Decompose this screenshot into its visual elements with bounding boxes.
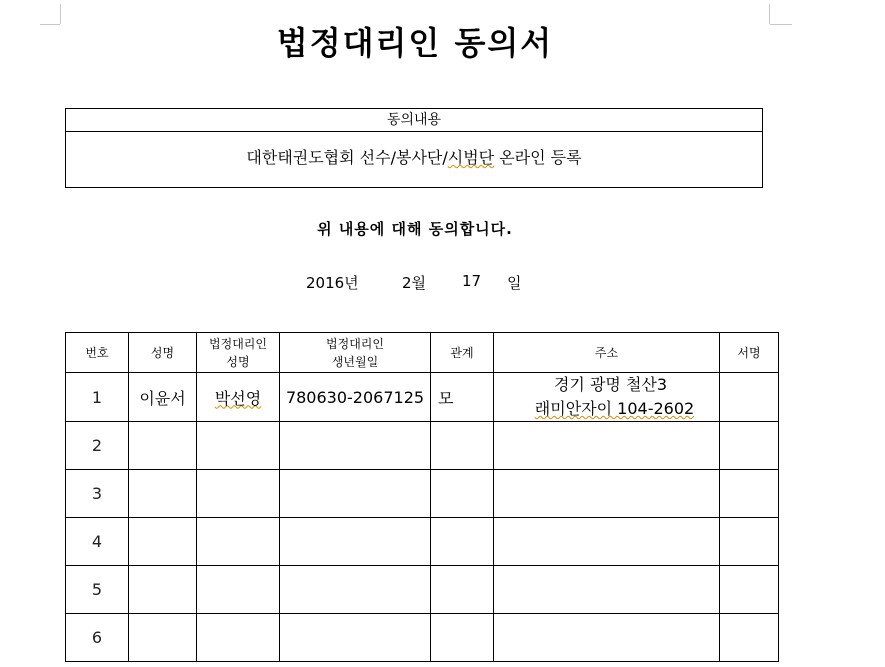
cell-guardian-birth[interactable] bbox=[280, 518, 431, 566]
table-row bbox=[66, 470, 779, 518]
consent-content-spellcheck-word: 시범단 bbox=[447, 148, 495, 167]
header-guardian-name bbox=[197, 333, 280, 373]
cell-number: 6 bbox=[66, 614, 129, 662]
consent-box bbox=[65, 108, 763, 188]
cell-guardian-name[interactable] bbox=[197, 470, 280, 518]
table-row bbox=[66, 518, 779, 566]
cell-address[interactable] bbox=[494, 422, 720, 470]
cell-relation[interactable] bbox=[431, 470, 494, 518]
header-guardian-birth-line2: 생년월일 bbox=[331, 354, 379, 369]
consent-header: 동의내용 bbox=[66, 109, 762, 132]
cell-relation[interactable] bbox=[431, 422, 494, 470]
table-row bbox=[66, 422, 779, 470]
header-guardian-birth-line1: 법정대리인 bbox=[326, 336, 384, 351]
table-row bbox=[66, 373, 779, 422]
cell-signature[interactable] bbox=[720, 518, 779, 566]
header-guardian-name-line1: 법정대리인 bbox=[209, 336, 267, 351]
cell-guardian-name[interactable] bbox=[197, 518, 280, 566]
page-title: 법정대리인 동의서 bbox=[276, 24, 554, 62]
header-relation: 관계 bbox=[431, 333, 494, 373]
date-month[interactable]: 2월 bbox=[402, 274, 427, 292]
cell-address-line2: 래미안자이 104-2602 bbox=[534, 399, 695, 418]
cell-name[interactable]: 이윤서 bbox=[129, 373, 197, 422]
cell-guardian-birth[interactable]: 780630-2067125 bbox=[280, 373, 431, 422]
cell-address[interactable] bbox=[494, 614, 720, 662]
date-day-number[interactable]: 17 bbox=[462, 272, 482, 290]
header-number: 번호 bbox=[66, 333, 129, 373]
date-day-unit: 일 bbox=[507, 274, 522, 292]
cell-number: 5 bbox=[66, 566, 129, 614]
cell-number: 4 bbox=[66, 518, 129, 566]
cell-guardian-name[interactable] bbox=[197, 566, 280, 614]
cell-signature[interactable] bbox=[720, 614, 779, 662]
table-row bbox=[66, 614, 779, 662]
cell-name[interactable] bbox=[129, 422, 197, 470]
table-header-row bbox=[66, 333, 779, 373]
cell-guardian-birth[interactable] bbox=[280, 470, 431, 518]
header-name: 성명 bbox=[129, 333, 197, 373]
cell-address-line1: 경기 광명 철산3 bbox=[553, 375, 668, 394]
cell-number: 3 bbox=[66, 470, 129, 518]
cell-name[interactable] bbox=[129, 566, 197, 614]
cell-name[interactable] bbox=[129, 614, 197, 662]
cell-guardian-name[interactable] bbox=[197, 422, 280, 470]
header-address: 주소 bbox=[494, 333, 720, 373]
cell-guardian-birth[interactable] bbox=[280, 614, 431, 662]
cell-name[interactable] bbox=[129, 470, 197, 518]
date-year[interactable]: 2016년 bbox=[306, 274, 359, 292]
cell-guardian-name-text: 박선영 bbox=[214, 388, 262, 408]
cell-relation[interactable] bbox=[431, 566, 494, 614]
cell-guardian-name[interactable] bbox=[197, 373, 280, 422]
cell-guardian-name[interactable] bbox=[197, 614, 280, 662]
consent-content[interactable] bbox=[66, 132, 762, 184]
header-guardian-name-line2: 성명 bbox=[226, 354, 250, 369]
cell-number: 1 bbox=[66, 373, 129, 422]
cell-signature[interactable] bbox=[720, 470, 779, 518]
header-guardian-birth bbox=[280, 333, 431, 373]
cell-signature[interactable] bbox=[720, 373, 779, 422]
cell-address[interactable] bbox=[494, 566, 720, 614]
cell-name[interactable] bbox=[129, 518, 197, 566]
cell-relation[interactable]: 모 bbox=[431, 373, 494, 422]
cell-address[interactable] bbox=[494, 373, 720, 422]
agreement-statement: 위 내용에 대해 동의합니다. bbox=[317, 220, 513, 238]
cell-signature[interactable] bbox=[720, 566, 779, 614]
cell-address[interactable] bbox=[494, 518, 720, 566]
cell-relation[interactable] bbox=[431, 614, 494, 662]
cell-guardian-birth[interactable] bbox=[280, 422, 431, 470]
cell-guardian-birth[interactable] bbox=[280, 566, 431, 614]
cell-number: 2 bbox=[66, 422, 129, 470]
cell-signature[interactable] bbox=[720, 422, 779, 470]
header-signature: 서명 bbox=[720, 333, 779, 373]
consent-content-part1: 대한태권도협회 선수/봉사단/ bbox=[246, 148, 448, 167]
table-row bbox=[66, 566, 779, 614]
consent-content-part2: 온라인 등록 bbox=[494, 148, 582, 167]
cell-relation[interactable] bbox=[431, 518, 494, 566]
guardian-table bbox=[65, 332, 779, 662]
cell-address[interactable] bbox=[494, 470, 720, 518]
